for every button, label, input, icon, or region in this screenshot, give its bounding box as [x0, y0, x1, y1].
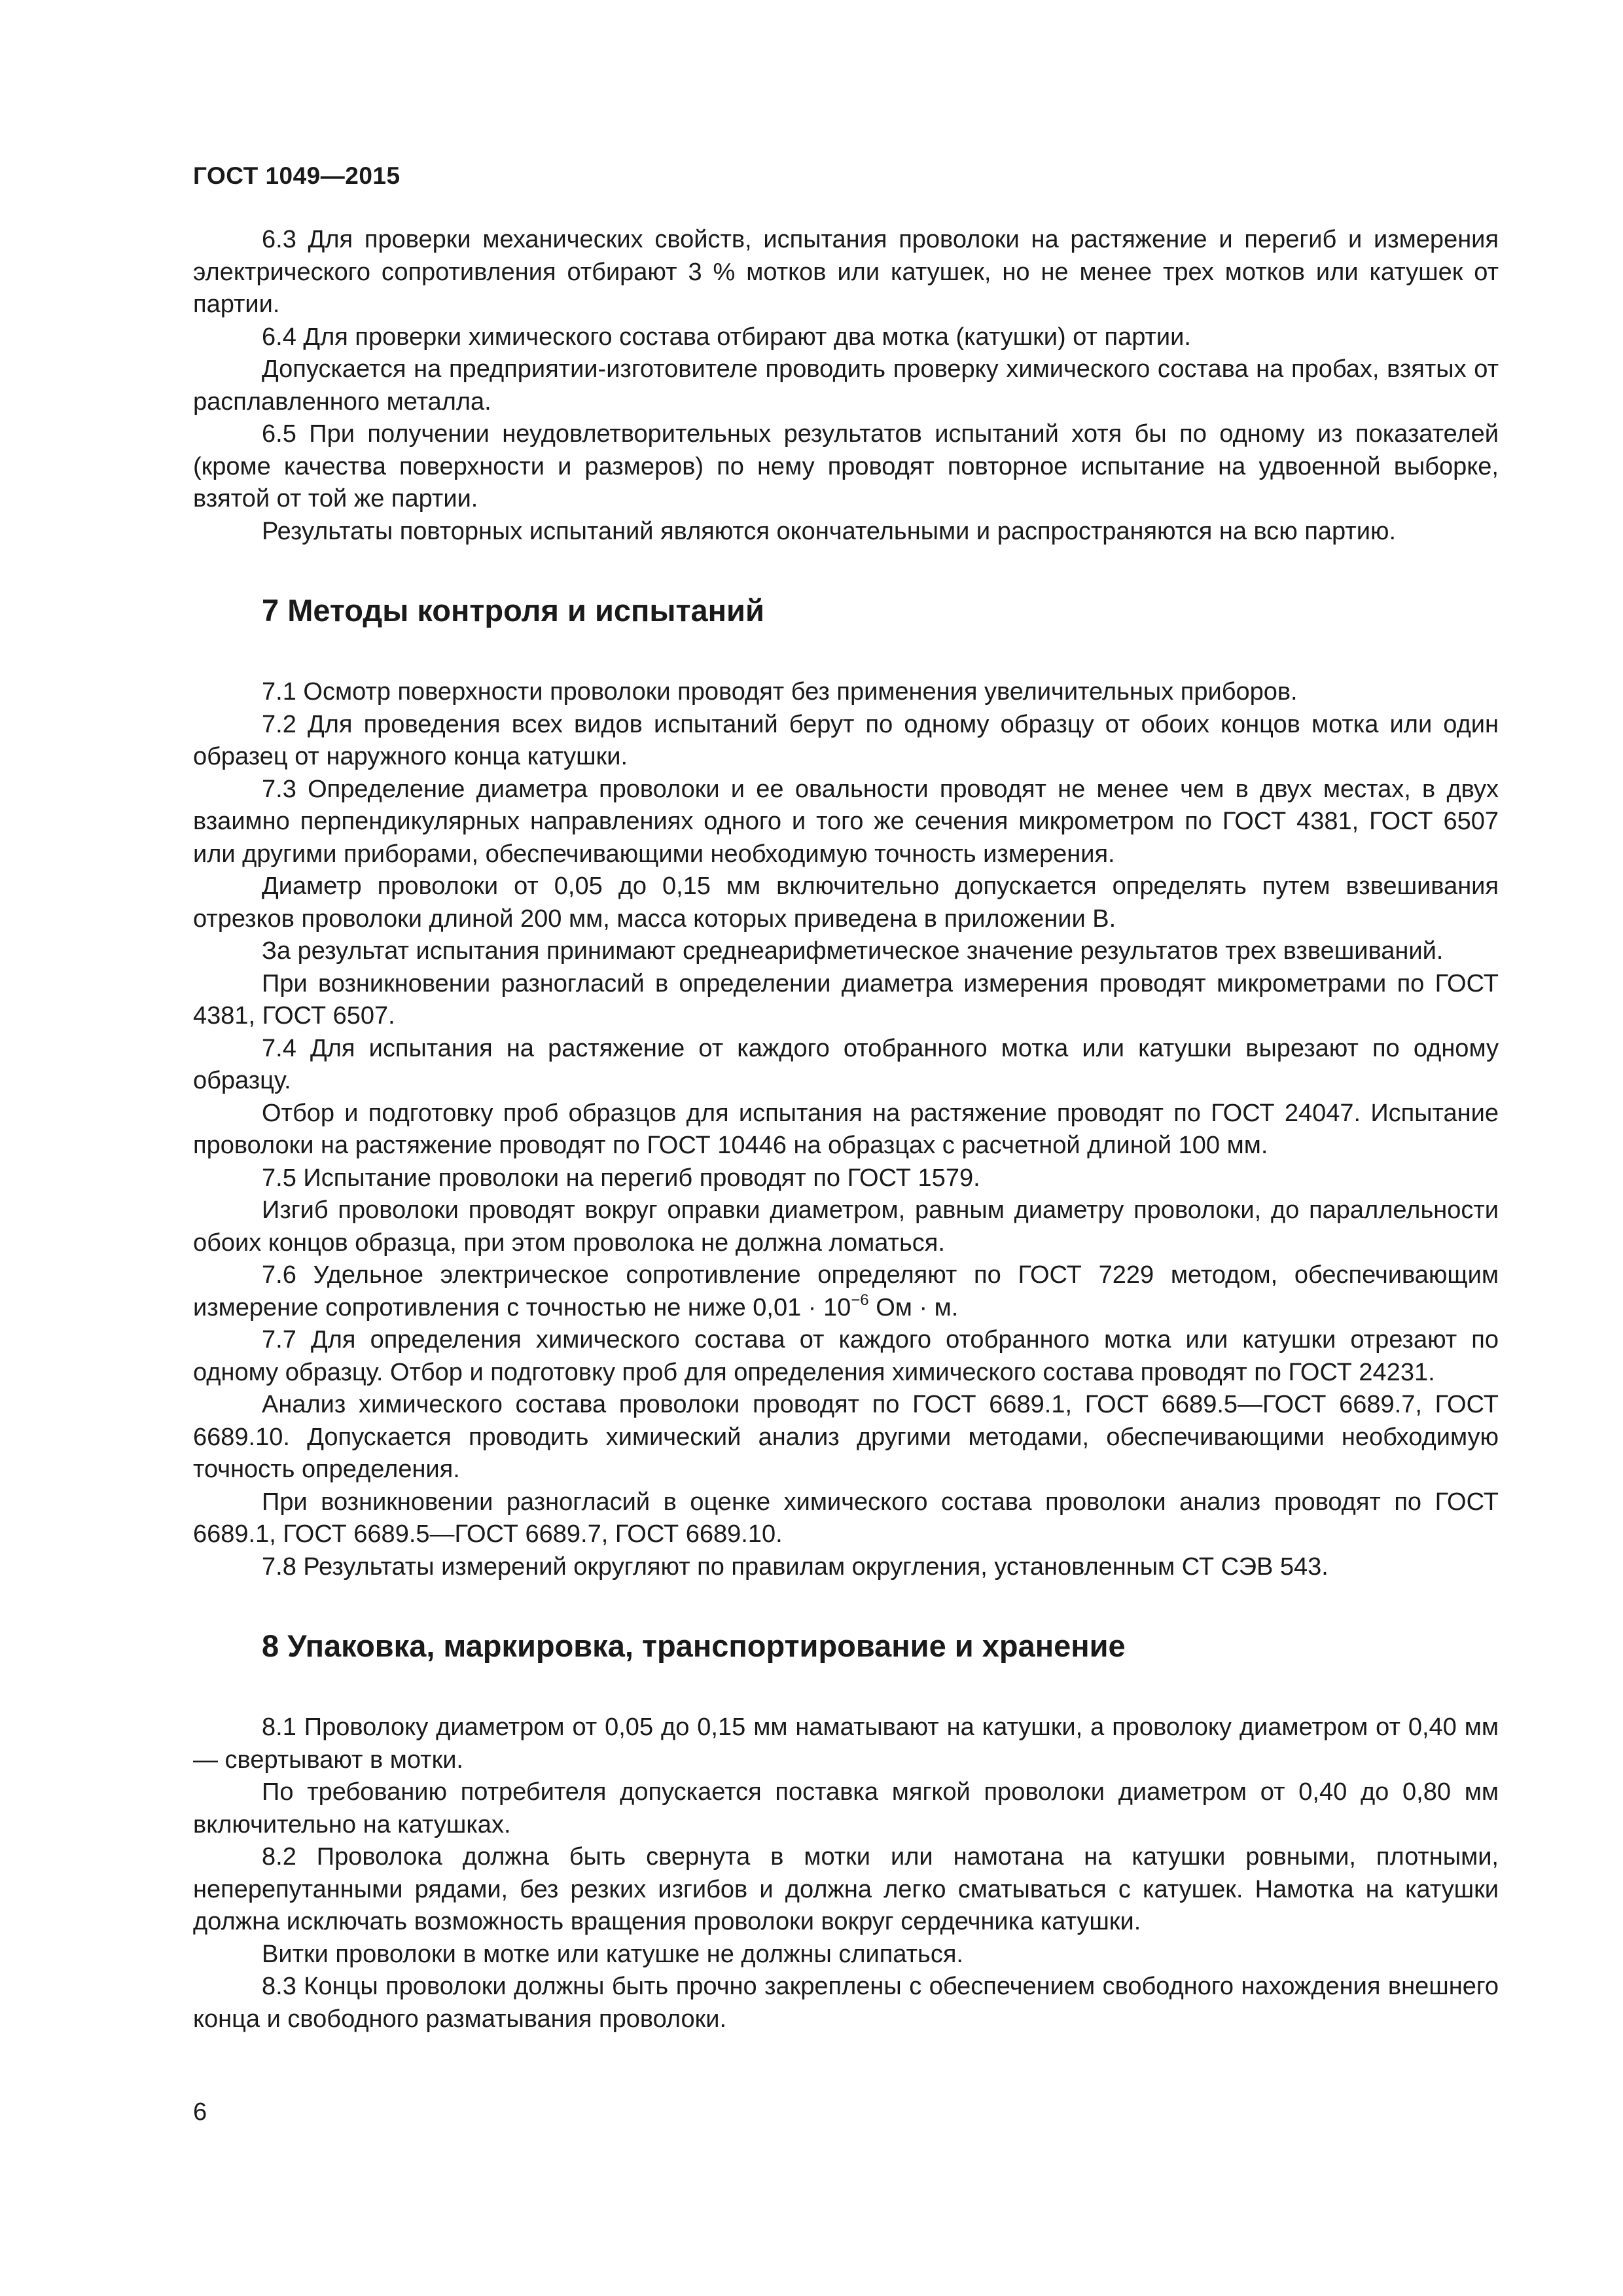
page-number: 6 — [193, 2098, 207, 2126]
paragraph-6-4-note: Допускается на предприятии-изготовителе проводить проверку химического состава на пробах, взятых от расплавленного металла. — [193, 355, 1499, 416]
paragraph-8-2: 8.2 Проволока должна быть свернута в мотки или намотана на катушки ровными, плотными, неперепутанными рядами, без резких изгибов и должна легко сматываться с катушек. Намотка на катушки должна исключать возможность вращения проволоки вокруг сердечника катушки. — [193, 1843, 1499, 1935]
paragraph-6-5: 6.5 При получении неудовлетворительных результатов испытаний хотя бы по одному из показателей (кроме качества поверхности и размеров) по нему проводят повторное испытание на удвоенной выборке, взятой от той же партии. — [193, 420, 1499, 512]
paragraph-7-7-analysis: Анализ химического состава проволоки проводят по ГОСТ 6689.1, ГОСТ 6689.5—ГОСТ 6689.7, ГОСТ 6689.10. Допускается проводить химический анализ другими методами, обеспечивающими необходимую точность определения. — [193, 1391, 1499, 1483]
paragraph-7-6 — [193, 1259, 1499, 1324]
paragraph-7-8: 7.8 Результаты измерений округляют по правилам округления, установленным СТ СЭВ 543. — [262, 1552, 1329, 1581]
paragraph-6-4: 6.4 Для проверки химического состава отбирают два мотка (катушки) от партии. — [262, 323, 1191, 351]
paragraph-7-5: 7.5 Испытание проволоки на перегиб проводят по ГОСТ 1579. — [262, 1164, 980, 1192]
paragraph-7-2: 7.2 Для проведения всех видов испытаний берут по одному образцу от обоих концов мотка или один образец от наружного конца катушки. — [193, 710, 1499, 770]
paragraph-6-5-note: Результаты повторных испытаний являются окончательными и распространяются на всю партию. — [262, 517, 1397, 545]
paragraph-7-1: 7.1 Осмотр поверхности проволоки проводят без применения увеличительных приборов. — [262, 678, 1298, 706]
paragraph-7-4: 7.4 Для испытания на растяжение от каждого отобранного мотка или катушки вырезают по одному образцу. — [193, 1034, 1499, 1094]
paragraph-8-1-note: По требованию потребителя допускается поставка мягкой проволоки диаметром от 0,40 до 0,80 мм включительно на катушках. — [193, 1778, 1499, 1839]
paragraph-7-3: 7.3 Определение диаметра проволоки и ее овальности проводят не менее чем в двух местах, в двух взаимно перпендикулярных направлениях одного и того же сечения микрометром по ГОСТ 4381, ГОСТ 6507 или другими приборами, обеспечивающими необходимую точность измерения. — [193, 775, 1499, 868]
section-8-title: 8 Упаковка, маркировка, транспортирование и хранение — [262, 1628, 1126, 1663]
section-7-title: 7 Методы контроля и испытаний — [262, 593, 764, 628]
page-content — [193, 224, 1499, 2036]
paragraph-8-3: 8.3 Концы проволоки должны быть прочно закреплены с обеспечением свободного нахождения внешнего конца и свободного разматывания проволоки. — [193, 1973, 1499, 2033]
paragraph-7-3-disputes: При возникновении разногласий в определении диаметра измерения проводят микрометрами по ГОСТ 4381, ГОСТ 6507. — [193, 969, 1499, 1030]
paragraph-7-6-unit: Ом · м. — [868, 1293, 959, 1321]
paragraph-7-3-weighing: Диаметр проволоки от 0,05 до 0,15 мм включительно допускается определять путем взвешивания отрезков проволоки длиной 200 мм, масса которых приведена в приложении В. — [193, 872, 1499, 933]
document-header: ГОСТ 1049—2015 — [193, 162, 401, 189]
paragraph-7-6-exponent: −6 — [851, 1291, 869, 1309]
paragraph-7-6-text: 7.6 Удельное электрическое сопротивление определяют по ГОСТ 7229 методом, обеспечивающим измерение сопротивления с точностью не ниже 0,01 · 10 — [193, 1261, 1499, 1321]
paragraph-7-4-sampling: Отбор и подготовку проб образцов для испытания на растяжение проводят по ГОСТ 24047. Испытание проволоки на растяжение проводят по ГОСТ 10446 на образцах с расчетной длиной 100 мм. — [193, 1099, 1499, 1159]
paragraph-7-3-average: За результат испытания принимают среднеарифметическое значение результатов трех взвешиваний. — [262, 937, 1444, 965]
paragraph-8-2-note: Витки проволоки в мотке или катушке не должны слипаться. — [262, 1940, 963, 1968]
paragraph-7-5-bending: Изгиб проволоки проводят вокруг оправки диаметром, равным диаметру проволоки, до параллельности обоих концов образца, при этом проволока не должна ломаться. — [193, 1196, 1499, 1257]
paragraph-8-1: 8.1 Проволоку диаметром от 0,05 до 0,15 мм наматывают на катушки, а проволоку диаметром от 0,40 мм — свертывают в мотки. — [193, 1713, 1499, 1774]
paragraph-6-3: 6.3 Для проверки механических свойств, испытания проволоки на растяжение и перегиб и измерения электрического сопротивления отбирают 3 % мотков или катушек, но не менее трех мотков или катушек от партии. — [193, 226, 1499, 318]
paragraph-7-7: 7.7 Для определения химического состава от каждого отобранного мотка или катушки отрезают по одному образцу. Отбор и подготовку проб для определения химического состава проводят по ГОСТ 24231. — [193, 1326, 1499, 1386]
paragraph-7-7-disputes: При возникновении разногласий в оценке химического состава проволоки анализ проводят по ГОСТ 6689.1, ГОСТ 6689.5—ГОСТ 6689.7, ГОСТ 6689.10. — [193, 1488, 1499, 1548]
